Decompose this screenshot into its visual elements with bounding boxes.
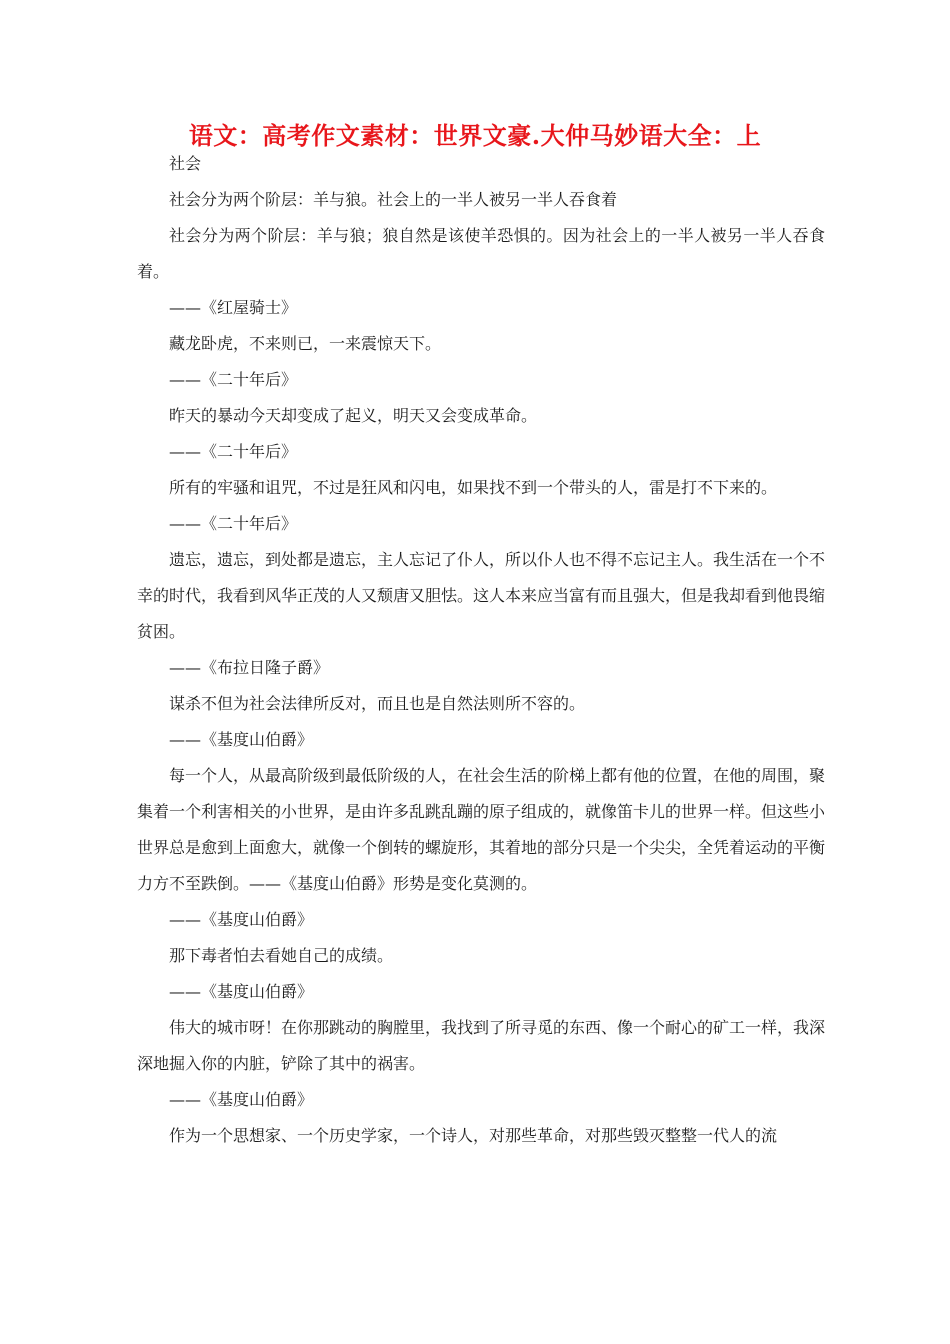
- paragraph: 藏龙卧虎，不来则已，一来震惊天下。: [169, 334, 442, 353]
- quote-source: ——《二十年后》: [169, 370, 298, 389]
- quote-source: ——《基度山伯爵》: [169, 1090, 314, 1109]
- paragraph: 谋杀不但为社会法律所反对，而且也是自然法则所不容的。: [169, 694, 586, 713]
- paragraph: 昨天的暴动今天却变成了起义，明天又会变成革命。: [169, 406, 538, 425]
- quote-source: ——《二十年后》: [169, 442, 298, 461]
- paragraph: 作为一个思想家、一个历史学家，一个诗人，对那些革命，对那些毁灭整整一代人的流: [169, 1126, 778, 1145]
- quote-source: ——《基度山伯爵》: [169, 982, 314, 1001]
- quote-source: ——《布拉日隆子爵》: [169, 658, 330, 677]
- quote-source: ——《红屋骑士》: [169, 298, 298, 317]
- paragraph: 伟大的城市呀！在你那跳动的胸膛里，我找到了所寻觅的东西、像一个耐心的矿工一样，我深深地掘入你的内脏，铲除了其中的祸害。: [137, 1018, 826, 1073]
- document-title: 语文：高考作文素材：世界文豪.大仲马妙语大全：上: [188, 121, 762, 150]
- quote-source: ——《基度山伯爵》: [169, 730, 314, 749]
- paragraph: 社会分为两个阶层：羊与狼。社会上的一半人被另一半人吞食着: [169, 190, 618, 209]
- paragraph: 社会: [169, 154, 202, 173]
- paragraph: 那下毒者怕去看她自己的成绩。: [169, 946, 394, 965]
- paragraph: 遗忘，遗忘，到处都是遗忘，主人忘记了仆人，所以仆人也不得不忘记主人。我生活在一个不幸的时代，我看到风华正茂的人又颓唐又胆怯。这人本来应当富有而且强大，但是我却看到他畏缩贫困。: [137, 550, 826, 641]
- quote-source: ——《基度山伯爵》: [169, 910, 314, 929]
- document-body: [137, 146, 825, 1154]
- paragraph: 社会分为两个阶层：羊与狼；狼自然是该使羊恐惧的。因为社会上的一半人被另一半人吞食着。: [137, 226, 825, 281]
- paragraph: 所有的牢骚和诅咒，不过是狂风和闪电，如果找不到一个带头的人，雷是打不下来的。: [169, 478, 778, 497]
- quote-source: ——《二十年后》: [169, 514, 298, 533]
- paragraph: 每一个人，从最高阶级到最低阶级的人，在社会生活的阶梯上都有他的位置，在他的周围，聚集着一个利害相关的小世界，是由许多乱跳乱蹦的原子组成的，就像笛卡儿的世界一样。但这些小世界总是愈到上面愈大，就像一个倒转的螺旋形，其着地的部分只是一个尖尖，全凭着运动的平衡力方不至跌倒。——《基度山伯爵》形势是变化莫测的。: [137, 766, 826, 893]
